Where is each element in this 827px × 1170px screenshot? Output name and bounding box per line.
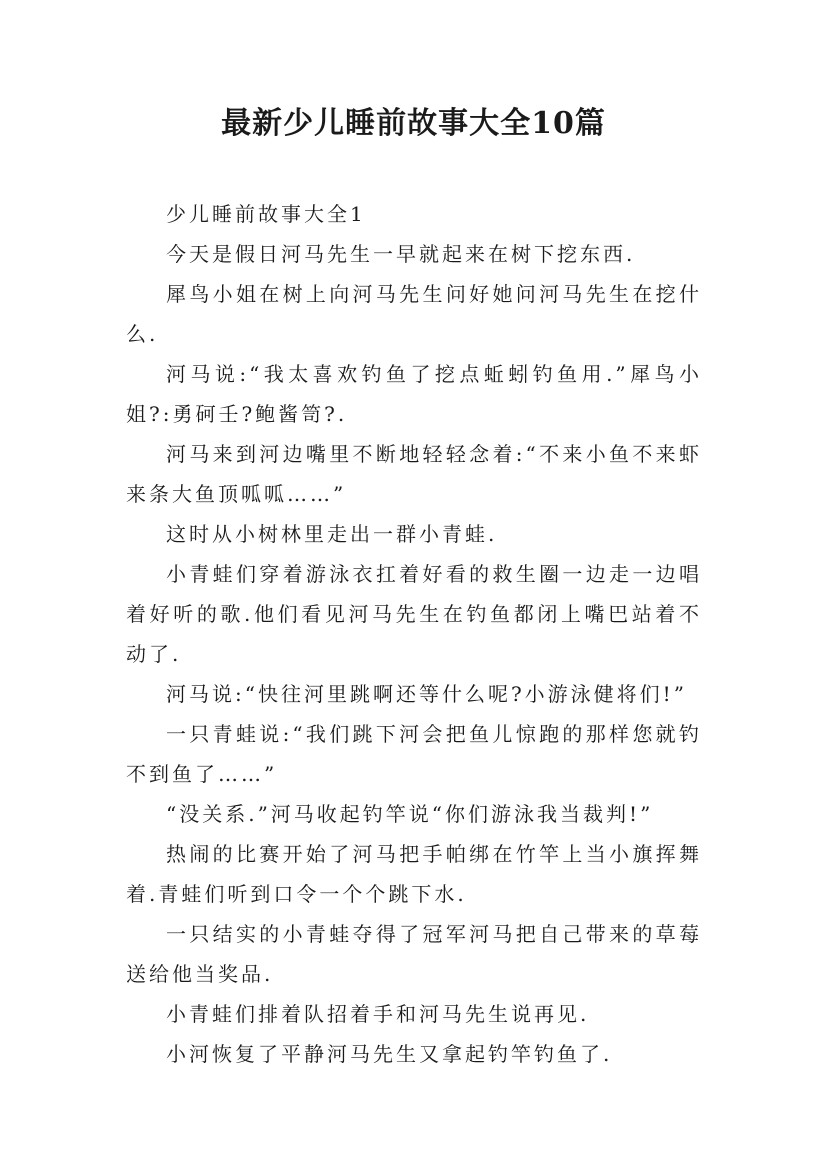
paragraph: 一只结实的小青蛙夺得了冠军河马把自己带来的草莓送给他当奖品.	[126, 922, 702, 986]
paragraph: 河马说:“快往河里跳啊还等什么呢?小游泳健将们!”	[166, 682, 687, 706]
paragraph: 河马来到河边嘴里不断地轻轻念着:“不来小鱼不来虾来条大鱼顶呱呱……”	[126, 442, 702, 506]
paragraph: 小河恢复了平静河马先生又拿起钓竿钓鱼了.	[166, 1042, 613, 1066]
paragraph: 河马说:“我太喜欢钓鱼了挖点蚯蚓钓鱼用.”犀鸟小姐?:勇砢壬?鲍酱笥?.	[126, 362, 702, 426]
paragraph: 今天是假日河马先生一早就起来在树下挖东西.	[166, 242, 636, 266]
paragraph: 犀鸟小姐在树上向河马先生问好她问河马先生在挖什么.	[126, 282, 702, 346]
paragraph: 这时从小树林里走出一群小青蛙.	[166, 522, 498, 546]
paragraph: 一只青蛙说:“我们跳下河会把鱼儿惊跑的那样您就钓不到鱼了……”	[126, 722, 702, 786]
document-body	[126, 194, 702, 1074]
paragraph: 热闹的比赛开始了河马把手帕绑在竹竿上当小旗挥舞着.青蛙们听到口令一个个跳下水.	[126, 842, 702, 906]
paragraph: 少儿睡前故事大全1	[166, 202, 366, 226]
paragraph: “没关系.”河马收起钓竿说“你们游泳我当裁判!”	[166, 802, 654, 826]
paragraph: 小青蛙们排着队招着手和河马先生说再见.	[166, 1002, 590, 1026]
paragraph: 小青蛙们穿着游泳衣扛着好看的救生圈一边走一边唱着好听的歌.他们看见河马先生在钓鱼都闭上嘴巴站着不动了.	[126, 562, 702, 666]
document-title: 最新少儿睡前故事大全10篇	[221, 106, 606, 141]
